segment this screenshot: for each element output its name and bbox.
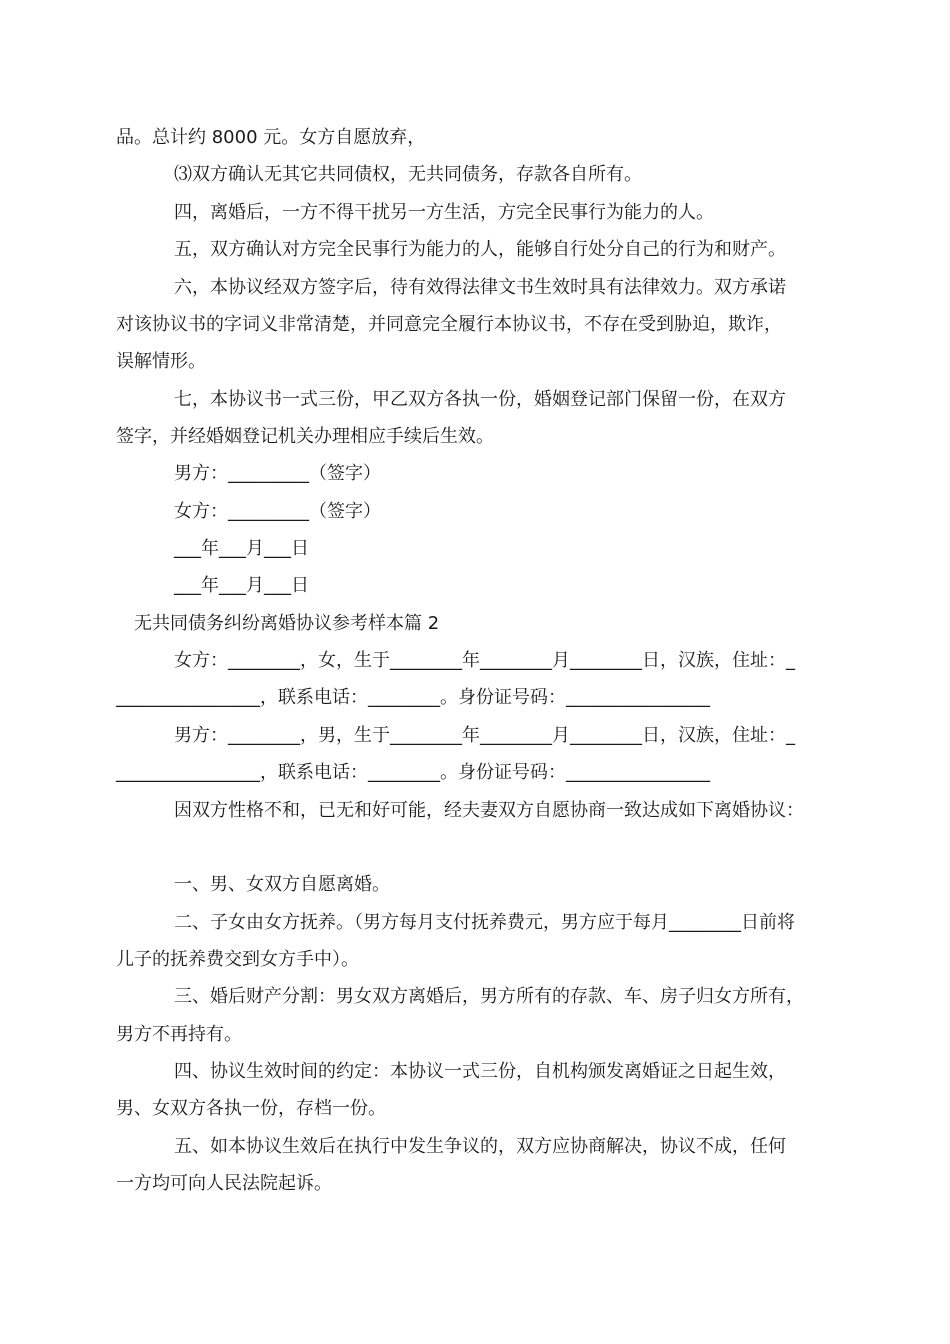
- text-line: 对该协议书的字词义非常清楚，并同意完全履行本协议书，不存在受到胁迫，欺诈，: [116, 314, 782, 335]
- date-line: ___年___月___日: [174, 575, 309, 596]
- text-line: 五、如本协议生效后在执行中发生争议的，双方应协商解决，协议不成，任何: [174, 1136, 786, 1157]
- text-line: 签字，并经婚姻登记机关办理相应手续后生效。: [116, 426, 494, 447]
- text-line: 因双方性格不和，已无和好可能，经夫妻双方自愿协商一致达成如下离婚协议：: [174, 800, 804, 821]
- text-line: ________________，联系电话：________。身份证号码：________________: [116, 762, 710, 783]
- text-line: 七，本协议书一式三份，甲乙双方各执一份，婚姻登记部门保留一份，在双方: [174, 389, 786, 410]
- text-line: 儿子的抚养费交到女方手中）。: [116, 949, 359, 970]
- text-line: 三、婚后财产分割：男女双方离婚后，男方所有的存款、车、房子归女方所有，: [174, 986, 804, 1007]
- text-line: 一、男、女双方自愿离婚。: [174, 874, 390, 895]
- text-line: 一方均可向人民法院起诉。: [116, 1173, 332, 1194]
- signature-male: 男方：_________（签字）: [174, 463, 381, 484]
- text-line: 四，离婚后，一方不得干扰另一方生活，方完全民事行为能力的人。: [174, 202, 714, 223]
- section-title: 无共同债务纠纷离婚协议参考样本篇 2: [134, 613, 440, 634]
- text-line: 品。总计约 8000 元。女方自愿放弃，: [116, 127, 426, 148]
- text-line: 男方：________，男，生于________年________月________日，汉族，住址：_: [174, 725, 795, 746]
- text-line: 五，双方确认对方完全民事行为能力的人，能够自行处分自己的行为和财产。: [174, 239, 786, 260]
- text-line: 女方：________，女，生于________年________月________日，汉族，住址：_: [174, 650, 795, 671]
- text-line: 男、女双方各执一份，存档一份。: [116, 1098, 386, 1119]
- text-line: 误解情形。: [116, 351, 206, 372]
- text-line: 四、协议生效时间的约定：本协议一式三份，自机构颁发离婚证之日起生效，: [174, 1061, 786, 1082]
- signature-female: 女方：_________（签字）: [174, 501, 381, 522]
- text-line: 男方不再持有。: [116, 1024, 242, 1045]
- text-line: ________________，联系电话：________。身份证号码：________________: [116, 687, 710, 708]
- date-line: ___年___月___日: [174, 538, 309, 559]
- text-line: 二、子女由女方抚养。（男方每月支付抚养费元，男方应于每月________日前将: [174, 912, 795, 933]
- text-line: ⑶双方确认无其它共同债权，无共同债务，存款各自所有。: [174, 164, 642, 185]
- text-line: 六，本协议经双方签字后，待有效得法律文书生效时具有法律效力。双方承诺: [174, 277, 786, 298]
